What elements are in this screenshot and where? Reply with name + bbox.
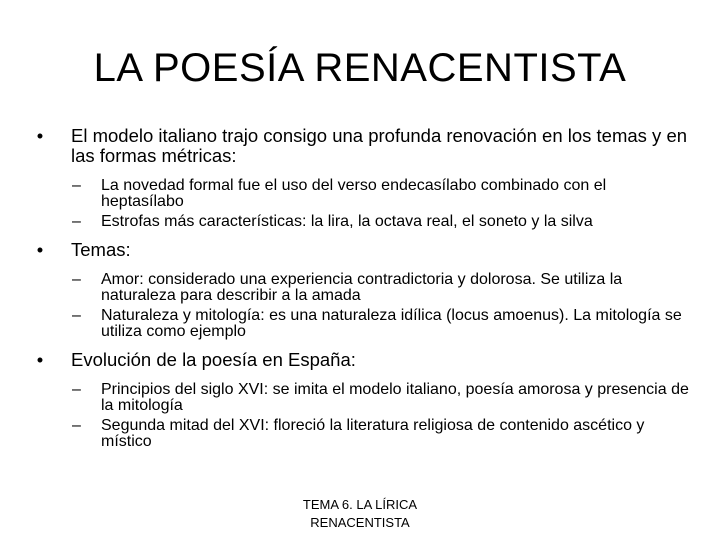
dash-icon: – bbox=[72, 213, 81, 230]
sub-item-text: Naturaleza y mitología: es una naturaleza idílica (locus amoenus). La mitología se utiliza como ejemplo bbox=[101, 307, 682, 340]
sub-item bbox=[30, 178, 690, 210]
bullet-text: Evolución de la poesía en España: bbox=[71, 349, 356, 370]
slide-title: LA POESÍA RENACENTISTA bbox=[93, 46, 627, 90]
sub-item-text: Principios del siglo XVI: se imita el modelo italiano, poesía amorosa y presencia de la mitología bbox=[101, 381, 689, 414]
sub-item-text: Estrofas más características: la lira, la octava real, el soneto y la silva bbox=[101, 213, 593, 230]
dash-icon: – bbox=[72, 307, 81, 324]
sub-item bbox=[30, 308, 690, 340]
sub-item-text: Amor: considerado una experiencia contradictoria y dolorosa. Se utiliza la naturaleza para describir a la amada bbox=[101, 271, 623, 304]
bullet-text: Temas: bbox=[71, 239, 131, 260]
footer-line: TEMA 6. LA LÍRICA bbox=[302, 497, 418, 512]
sub-list bbox=[30, 272, 690, 340]
sub-item bbox=[30, 382, 690, 414]
sub-item-text: La novedad formal fue el uso del verso endecasílabo combinado con el heptasílabo bbox=[101, 177, 607, 210]
dash-icon: – bbox=[72, 417, 81, 434]
sub-list bbox=[30, 178, 690, 230]
slide-footer bbox=[240, 496, 480, 532]
bullet-text: El modelo italiano trajo consigo una profunda renovación en los temas y en las formas métricas: bbox=[71, 125, 688, 166]
sub-list bbox=[30, 382, 690, 450]
sub-item-text: Segunda mitad del XVI: floreció la literatura religiosa de contenido ascético y místico bbox=[101, 417, 645, 450]
bullet-item bbox=[30, 240, 690, 260]
dash-icon: – bbox=[72, 177, 81, 194]
sub-item bbox=[30, 418, 690, 450]
bullet-icon: • bbox=[36, 239, 44, 260]
sub-item bbox=[30, 272, 690, 304]
bullet-item bbox=[30, 350, 690, 370]
dash-icon: – bbox=[72, 271, 81, 288]
bullet-icon: • bbox=[36, 349, 44, 370]
sub-item bbox=[30, 214, 690, 230]
bullet-icon: • bbox=[36, 125, 44, 146]
slide-content bbox=[30, 126, 690, 460]
dash-icon: – bbox=[72, 381, 81, 398]
bullet-item bbox=[30, 126, 690, 166]
footer-line: RENACENTISTA bbox=[310, 515, 410, 530]
